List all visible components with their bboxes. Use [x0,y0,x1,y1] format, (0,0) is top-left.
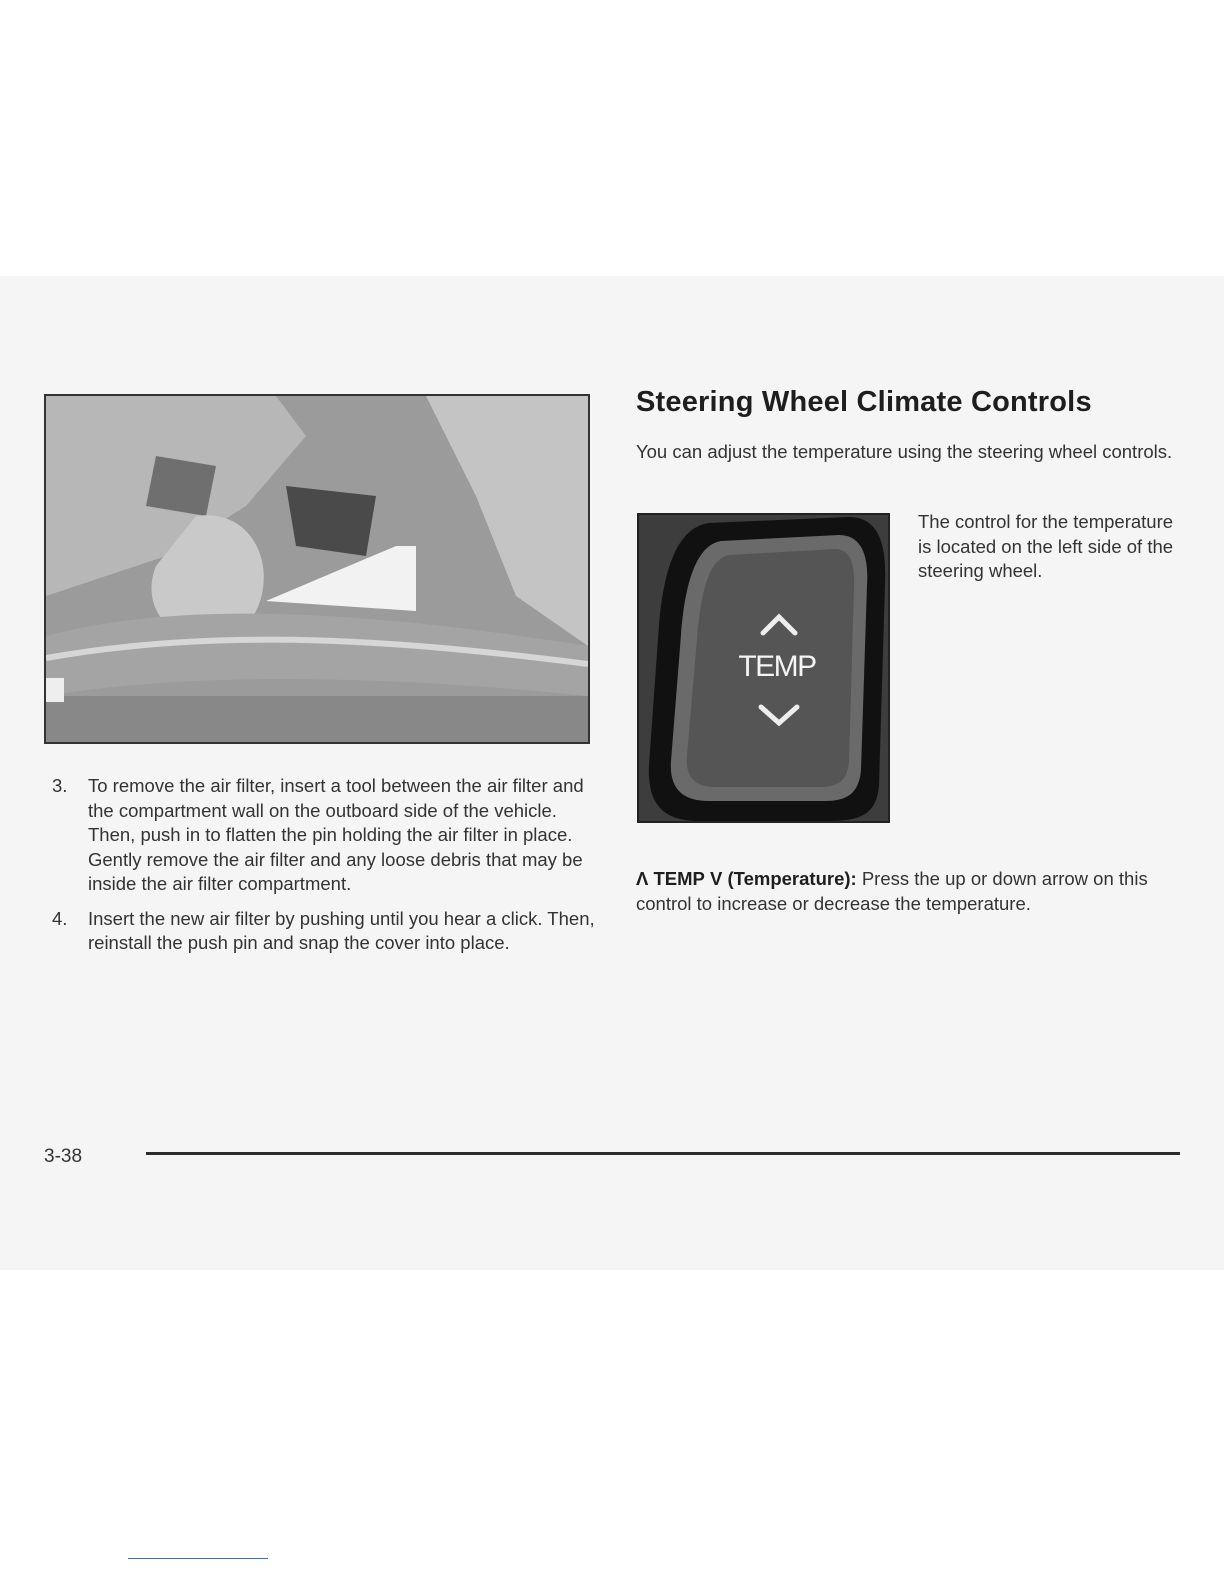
temp-button-label: TEMP [738,650,816,683]
list-item [52,774,597,897]
page-number: 3-38 [44,1146,83,1167]
step-text: To remove the air filter, insert a tool between the air filter and the compartment wall on the outboard side of the vehicle. Then, push in to flatten the pin holding the air filter in place. Gently remove the air filter and any loose debris that may be inside the air filter compartment. [88,775,584,894]
temp-description [636,867,1176,916]
instruction-steps [52,774,597,966]
intro-paragraph: You can adjust the temperature using the steering wheel controls. [636,441,1173,462]
step-number: 3. [52,775,68,796]
temp-term: (Temperature): [727,868,857,889]
footer-rule [146,1152,1180,1155]
image-caption: The control for the temperature is located on the left side of the steering wheel. [918,511,1174,581]
list-item [52,907,597,956]
down-arrow-icon: V [710,868,723,889]
step-number: 4. [52,907,68,929]
air-filter-photo [44,394,590,744]
section-heading: Steering Wheel Climate Controls [636,386,1092,418]
temp-label: TEMP [653,868,705,889]
step-text: Insert the new air filter by pushing until you hear a click. Then, reinstall the push pin and snap the cover into place. [88,907,595,953]
divider [128,1558,268,1559]
up-arrow-icon: Λ [636,868,649,889]
temp-description-text: Press the up or down arrow on this control to increase or decrease the temperature. [636,868,1148,914]
